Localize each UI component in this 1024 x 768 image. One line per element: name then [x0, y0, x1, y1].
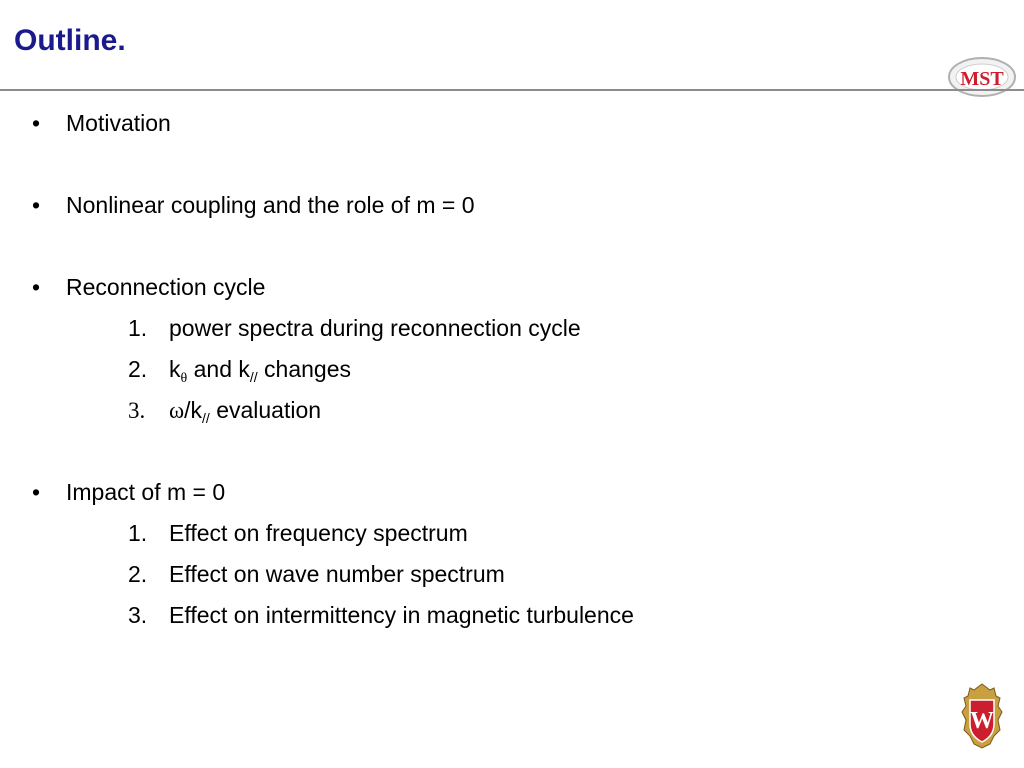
slash-k: /k — [184, 397, 203, 423]
reconnection-item-1 — [128, 313, 581, 343]
item-number: 2. — [128, 561, 148, 587]
impact-item-2 — [128, 559, 505, 589]
item-text: Effect on wave number spectrum — [169, 561, 505, 587]
bullet-marker: • — [32, 192, 41, 218]
bullet-label: Reconnection cycle — [66, 274, 266, 300]
item-number: 3. — [128, 602, 148, 628]
bullet-reconnection-cycle — [32, 272, 265, 302]
mst-logo-text: MST — [960, 68, 1004, 90]
reconnection-item-2 — [128, 354, 351, 384]
parallel-subscript: // — [249, 369, 258, 385]
slide-title: Outline. — [14, 24, 126, 57]
item-text-tail: evaluation — [209, 397, 322, 423]
item-text-middle: and k — [187, 356, 250, 382]
impact-item-1 — [128, 518, 468, 548]
parallel-subscript: // — [202, 410, 210, 426]
bullet-label: Nonlinear coupling and the role of m = 0 — [66, 192, 475, 218]
item-number: 1. — [128, 520, 148, 546]
reconnection-item-3 — [128, 395, 321, 425]
item-number: 2. — [128, 356, 148, 382]
omega-symbol: ω — [169, 398, 185, 423]
bullet-impact-m0 — [32, 477, 225, 507]
item-text: Effect on frequency spectrum — [169, 520, 468, 546]
bullet-nonlinear-coupling — [32, 190, 475, 220]
impact-item-3 — [128, 600, 634, 630]
item-number: 3. — [128, 398, 146, 423]
bullet-marker: • — [32, 479, 41, 505]
title-divider — [0, 89, 1024, 91]
bullet-label: Impact of m = 0 — [66, 479, 226, 505]
item-text: power spectra during reconnection cycle — [169, 315, 581, 341]
bullet-marker: • — [32, 274, 41, 300]
theta-subscript: θ — [180, 371, 188, 386]
bullet-marker: • — [32, 110, 41, 136]
university-crest — [960, 682, 1004, 750]
crest-letter: W — [970, 708, 994, 734]
bullet-label: Motivation — [66, 110, 171, 136]
item-text: Effect on intermittency in magnetic turbulence — [169, 602, 634, 628]
bullet-motivation — [32, 108, 171, 138]
item-text-tail: changes — [257, 356, 352, 382]
item-number: 1. — [128, 315, 148, 341]
mst-logo — [946, 55, 1018, 99]
k-symbol: k — [169, 356, 181, 382]
